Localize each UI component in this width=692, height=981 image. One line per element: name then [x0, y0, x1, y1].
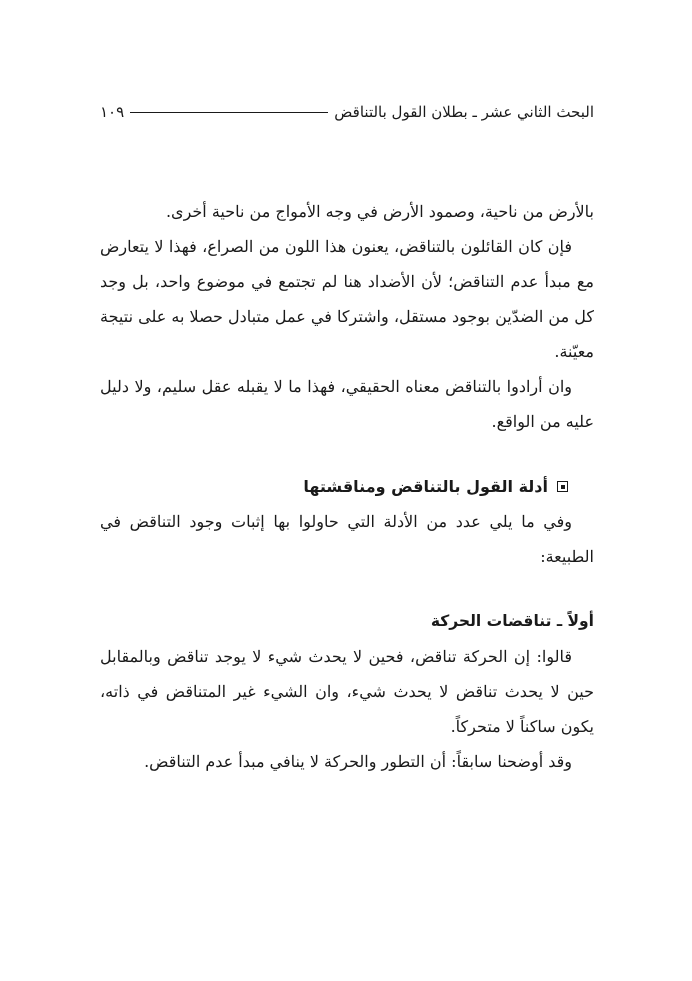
square-bullet-icon	[557, 481, 568, 492]
header-title: البحث الثاني عشر ـ بطلان القول بالتناقض	[334, 103, 594, 121]
subsection-heading: أولاً ـ تناقضات الحركة	[430, 612, 594, 630]
paragraph-continuation: بالأرض من ناحية، وصمود الأرض في وجه الأمواج من ناحية أخرى.	[165, 202, 594, 221]
body-text	[100, 194, 594, 779]
paragraph-conflict-meaning: فإن كان القائلون بالتناقض، يعنون هذا اللون من الصراع، فهذا لا يتعارض مع مبدأ عدم التناقض؛ لأن الأضداد هنا لم تجتمع في موضوع واحد، بل وجد كل من الضدّين بوجود مستقل، واشتركا في عمل متبادل حصلا به على نتيجة معيّنة.	[100, 237, 594, 361]
spacer	[100, 574, 594, 604]
section-heading-text: أدلة القول بالتناقض ومناقشتها	[303, 477, 548, 496]
section-heading	[100, 469, 594, 504]
page-number: ١٠٩	[100, 103, 125, 121]
paragraph-motion-argument: قالوا: إن الحركة تناقض، فحين لا يحدث شيء لا يوجد تناقض وبالمقابل حين لا يحدث تناقض لا يحدث شيء، وان الشيء غير المتناقض في ذاته، يكون ساكناً لا متحركاً.	[100, 647, 594, 736]
header-rule	[130, 112, 328, 113]
running-header	[100, 100, 594, 124]
paragraph-rebuttal: وقد أوضحنا سابقاً: أن التطور والحركة لا ينافي مبدأ عدم التناقض.	[144, 752, 572, 771]
paragraph-evidence-intro: وفي ما يلي عدد من الأدلة التي حاولوا بها إثبات وجود التناقض في الطبيعة:	[100, 512, 594, 566]
spacer	[100, 439, 594, 469]
paragraph-true-contradiction: وان أرادوا بالتناقض معناه الحقيقي، فهذا ما لا يقبله عقل سليم، ولا دليل عليه من الواقع.	[100, 377, 594, 431]
